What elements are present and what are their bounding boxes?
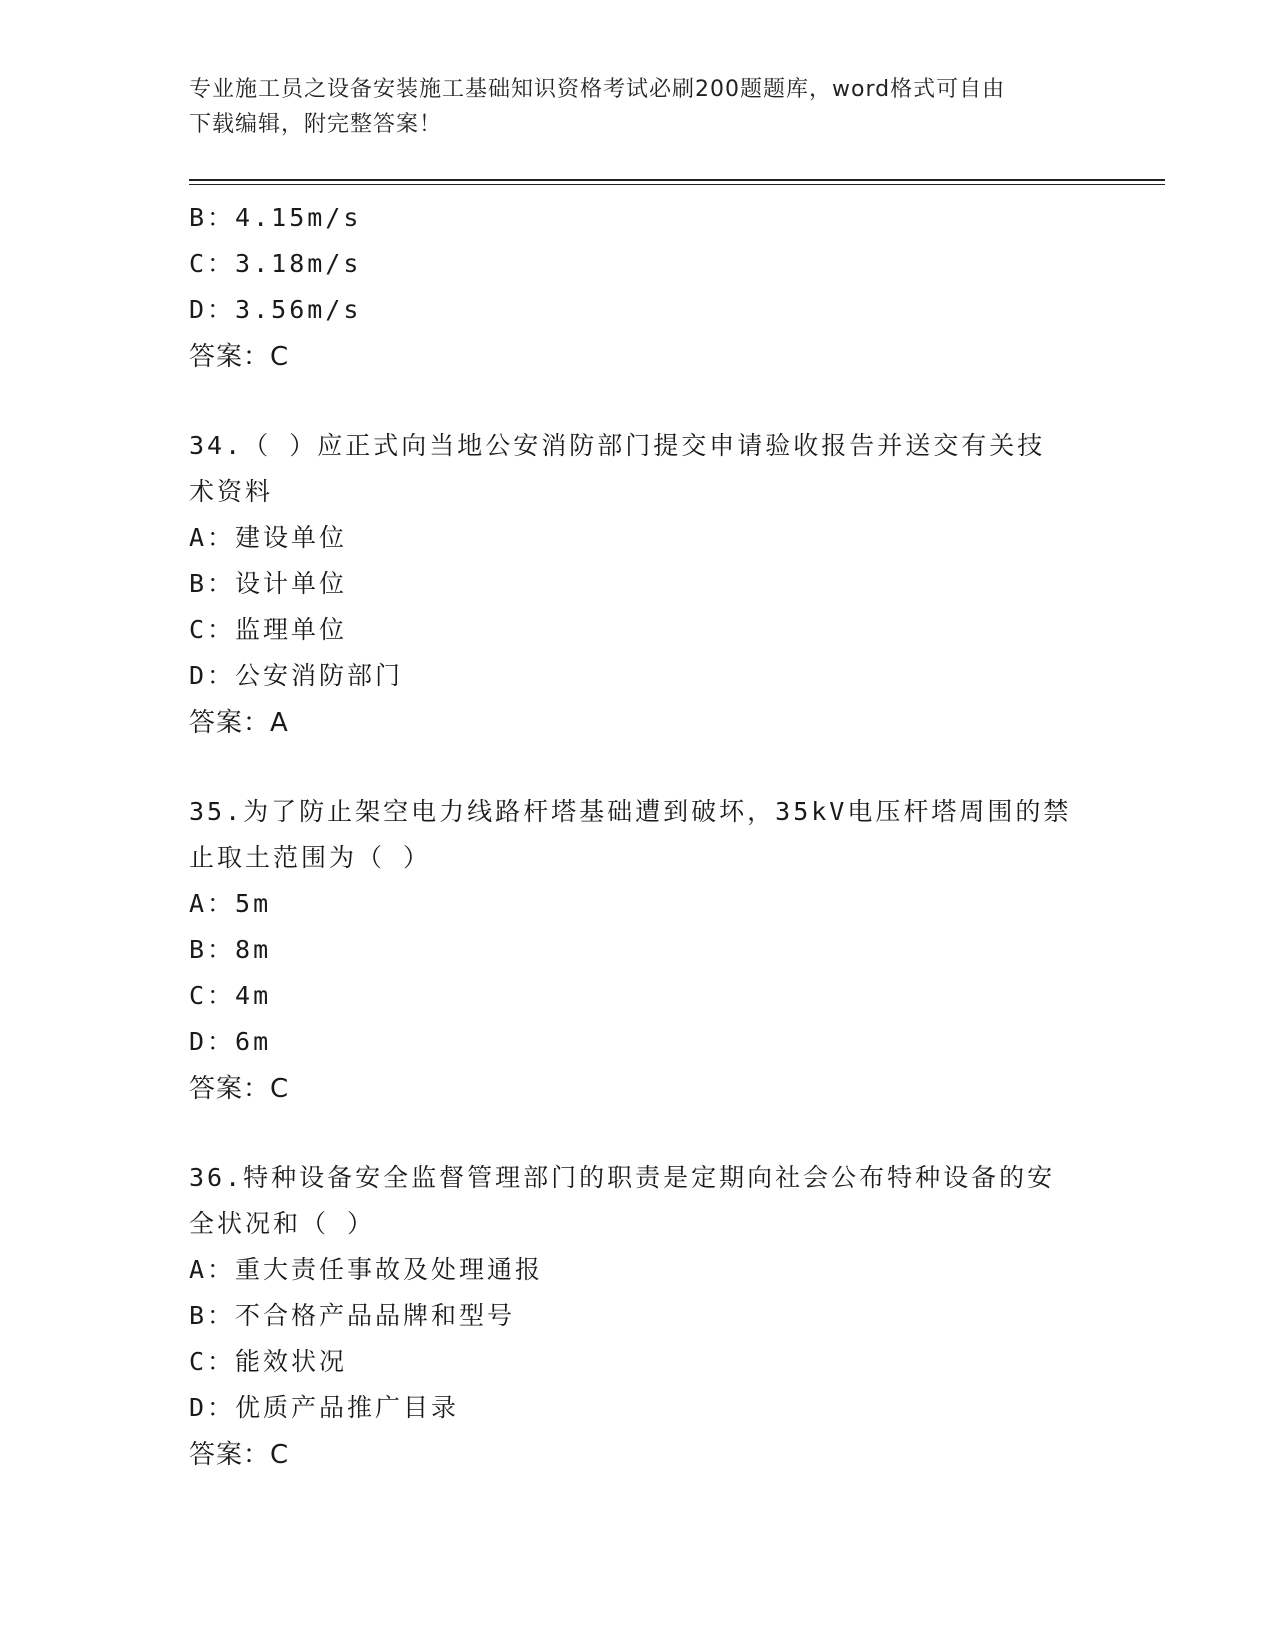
option-c: C：监理单位 [189, 615, 348, 644]
answer-line: 答案：C [189, 342, 290, 372]
question-stem-cont: 全状况和（ ） [189, 1209, 376, 1238]
answer-line: 答案：A [189, 708, 289, 738]
question-stem: 34.（ ）应正式向当地公安消防部门提交申请验收报告并送交有关技 [189, 431, 1046, 460]
header-line-2: 下载编辑，附完整答案！ [189, 112, 443, 137]
header-divider-thick [189, 179, 1165, 181]
header-line-1: 专业施工员之设备安装施工基础知识资格考试必刷200题题库，word格式可自由 [189, 77, 1006, 102]
question-stem: 35.为了防止架空电力线路杆塔基础遭到破坏，35kV电压杆塔周围的禁 [189, 797, 1072, 826]
question-list [189, 195, 1089, 1479]
previous-question-tail [189, 195, 1089, 381]
answer-line: 答案：C [189, 1440, 290, 1470]
option-d: D：3.56m/s [189, 295, 362, 324]
option-b: B：4.15m/s [189, 203, 362, 232]
question-34 [189, 423, 1089, 747]
document-header [189, 72, 1089, 142]
option-c: C：能效状况 [189, 1347, 348, 1376]
option-b: B：设计单位 [189, 569, 348, 598]
option-d: D：公安消防部门 [189, 661, 404, 690]
question-stem-cont: 止取土范围为（ ） [189, 843, 432, 872]
question-stem: 36.特种设备安全监督管理部门的职责是定期向社会公布特种设备的安 [189, 1163, 1056, 1192]
question-35 [189, 789, 1089, 1113]
header-divider-thin [189, 184, 1165, 185]
question-stem-cont: 术资料 [189, 477, 274, 506]
option-a: A：5m [189, 889, 272, 918]
question-36 [189, 1155, 1089, 1479]
option-d: D：6m [189, 1027, 272, 1056]
option-c: C：3.18m/s [189, 249, 362, 278]
option-a: A：建设单位 [189, 523, 348, 552]
answer-line: 答案：C [189, 1074, 290, 1104]
option-a: A：重大责任事故及处理通报 [189, 1255, 544, 1284]
option-b: B：不合格产品品牌和型号 [189, 1301, 516, 1330]
option-c: C：4m [189, 981, 272, 1010]
option-b: B：8m [189, 935, 272, 964]
option-d: D：优质产品推广目录 [189, 1393, 460, 1422]
